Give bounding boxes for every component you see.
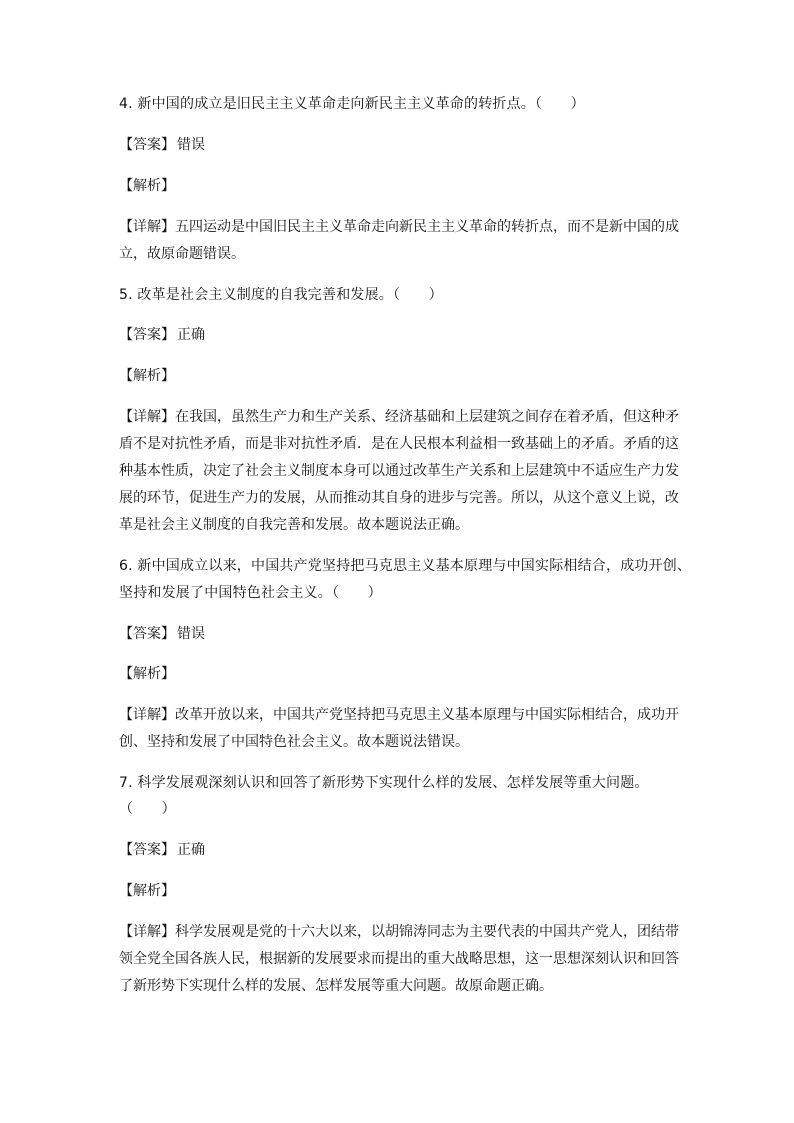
question-4-detail-line-2: 立，故原命题错误。	[119, 246, 245, 262]
answer-tag: 【答案】	[119, 137, 175, 153]
detail-tag: 【详解】	[119, 707, 175, 723]
question-5-stem: 5. 改革是社会主义制度的自我完善和发展。（ ）	[119, 287, 443, 303]
detail-text: 改革开放以来，中国共产党坚持把马克思主义基本原理与中国实际相结合，成功开	[175, 707, 679, 723]
question-6-stem-line-1: 6. 新中国成立以来，中国共产党坚持把马克思主义基本原理与中国实际相结合，成功开创、	[119, 558, 692, 574]
question-4-answer	[119, 135, 205, 155]
answer-tag: 【答案】	[119, 327, 175, 343]
answer-tag: 【答案】	[119, 626, 175, 642]
detail-text: 科学发展观是党的十六大以来，以胡锦涛同志为主要代表的中国共产党人，团结带	[175, 924, 679, 940]
answer-value: 错误	[177, 626, 205, 642]
question-5-detail-line-1	[119, 407, 679, 427]
question-5-analysis-tag: 【解析】	[119, 368, 175, 384]
question-7-detail-line-2: 领全党全国各族人民，根据新的发展要求而提出的重大战略思想，这一思想深刻认识和回答	[119, 951, 679, 967]
detail-text: 五四运动是中国旧民主主义革命走向新民主主义革命的转折点，而不是新中国的成	[175, 219, 679, 235]
question-7-detail-line-1	[119, 922, 679, 942]
detail-text: 在我国，虽然生产力和生产关系、经济基础和上层建筑之间存在着矛盾，但这种矛	[175, 409, 679, 425]
question-4-detail-line-1	[119, 217, 679, 237]
question-6-detail-line-1	[119, 705, 679, 725]
question-4-stem: 4. 新中国的成立是旧民主主义革命走向新民主主义革命的转折点。（ ）	[119, 96, 585, 112]
question-5-detail-line-2: 盾不是对抗性矛盾，而是非对抗性矛盾．是在人民根本利益相一致基础上的矛盾。矛盾的这	[119, 436, 679, 452]
question-6-analysis-tag: 【解析】	[119, 666, 175, 682]
question-5-detail-line-4: 展的环节，促进生产力的发展，从而推动其自身的进步与完善。所以，从这个意义上说，改	[119, 490, 679, 506]
question-5-detail-line-3: 种基本性质，决定了社会主义制度本身可以通过改革生产关系和上层建筑中不适应生产力发	[119, 463, 679, 479]
detail-tag: 【详解】	[119, 409, 175, 425]
question-6-detail-line-2: 创、坚持和发展了中国特色社会主义。故本题说法错误。	[119, 734, 469, 750]
answer-value: 正确	[177, 327, 205, 343]
detail-tag: 【详解】	[119, 219, 175, 235]
question-5-detail-line-5: 革是社会主义制度的自我完善和发展。故本题说法正确。	[119, 517, 469, 533]
question-4-analysis-tag: 【解析】	[119, 178, 175, 194]
question-7-analysis-tag: 【解析】	[119, 883, 175, 899]
question-5-answer	[119, 325, 205, 345]
question-7-stem-line-1: 7. 科学发展观深刻认识和回答了新形势下实现什么样的发展、怎样发展等重大问题。	[119, 775, 649, 791]
answer-tag: 【答案】	[119, 842, 175, 858]
answer-value: 错误	[177, 137, 205, 153]
detail-tag: 【详解】	[119, 924, 175, 940]
question-7-stem-line-2: （ ）	[119, 801, 176, 817]
question-7-answer	[119, 840, 205, 860]
question-6-stem-line-2: 坚持和发展了中国特色社会主义。（ ）	[119, 585, 382, 601]
question-7-detail-line-3: 了新形势下实现什么样的发展、怎样发展等重大问题。故原命题正确。	[119, 978, 553, 994]
answer-value: 正确	[177, 842, 205, 858]
question-6-answer	[119, 624, 205, 644]
